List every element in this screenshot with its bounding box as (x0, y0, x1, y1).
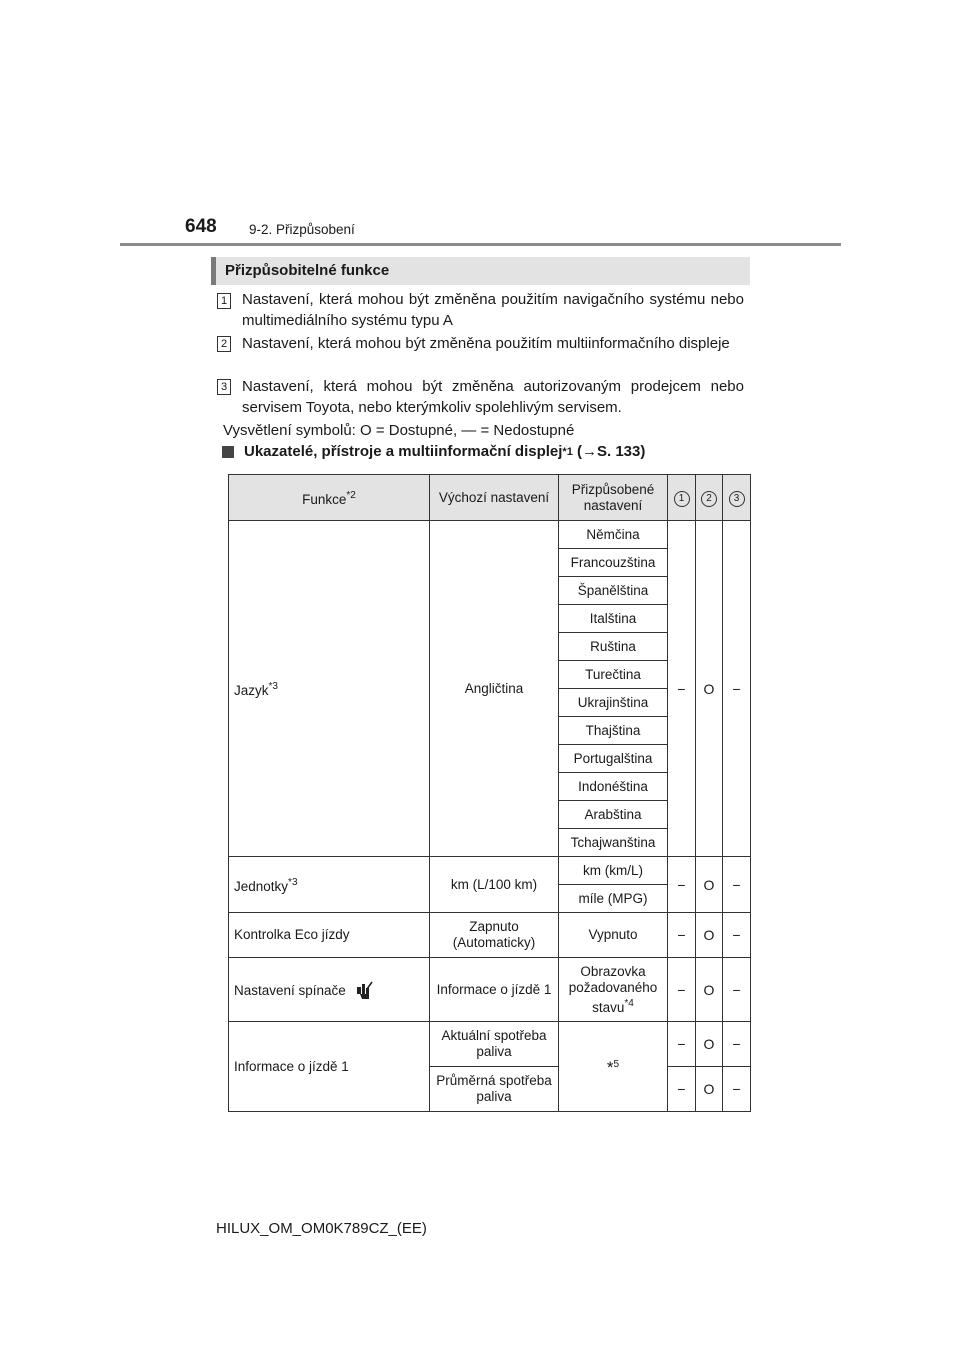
language-default: Angličtina (430, 521, 559, 857)
footer-document-code: HILUX_OM_OM0K789CZ_(EE) (216, 1220, 427, 1237)
eco-custom: Vypnuto (559, 913, 668, 958)
units-default: km (L/100 km) (430, 857, 559, 913)
trip-average-col-3: − (723, 1067, 751, 1112)
steering-switch-icon (356, 980, 374, 1000)
note-number-3: 3 (217, 379, 231, 395)
sub-heading-text: Ukazatelé, přístroje a multiinformační displej (244, 443, 563, 460)
trip-custom: *$^5$ (559, 1022, 668, 1112)
eco-col-1: − (668, 913, 696, 958)
section-title: Přizpůsobitelné funkce (225, 262, 390, 279)
eco-label: Kontrolka Eco jízdy (229, 913, 430, 958)
eco-col-3: − (723, 913, 751, 958)
language-option: Tchajwanština (559, 829, 668, 857)
header-divider (120, 243, 841, 246)
sub-heading-footnote: *1 (562, 445, 573, 458)
header-custom: Přizpůsobené nastavení (559, 475, 668, 521)
square-bullet-icon (222, 446, 234, 458)
switch-custom: Obrazovka požadovaného stavu$^{*4}$ (559, 958, 668, 1022)
breadcrumb: 9-2. Přizpůsobení (249, 222, 355, 237)
switch-col-3: − (723, 958, 751, 1022)
language-col-1: − (668, 521, 696, 857)
trip-current-col-1: − (668, 1022, 696, 1067)
settings-table (228, 474, 751, 1112)
eco-col-2: O (696, 913, 723, 958)
trip-current-col-3: − (723, 1022, 751, 1067)
units-col-1: − (668, 857, 696, 913)
trip-option: Průměrná spotřeba paliva (430, 1067, 559, 1112)
header-col-3: 3 (723, 475, 751, 521)
language-option: Portugalština (559, 745, 668, 773)
switch-col-1: − (668, 958, 696, 1022)
note-number-2: 2 (217, 336, 231, 352)
language-option: Indonéština (559, 773, 668, 801)
language-option: Thajština (559, 717, 668, 745)
language-option: Arabština (559, 801, 668, 829)
units-col-2: O (696, 857, 723, 913)
language-option: Němčina (559, 521, 668, 549)
symbol-legend: Vysvětlení symbolů: O = Dostupné, — = Nedostupné (223, 422, 575, 439)
sub-heading-page-ref: (→S. 133) (577, 443, 646, 460)
table-row (229, 1022, 751, 1067)
units-option: míle (MPG) (559, 885, 668, 913)
header-col-1: 1 (668, 475, 696, 521)
language-option: Ukrajinština (559, 689, 668, 717)
trip-average-col-2: O (696, 1067, 723, 1112)
trip-current-col-2: O (696, 1022, 723, 1067)
note-text-2: Nastavení, která mohou být změněna použitím multiinformačního displeje (242, 335, 730, 352)
table-row (229, 913, 751, 958)
note-text-1: Nastavení, která mohou být změněna použitím navigačního systému nebo multimediálního systému typu A (242, 291, 744, 329)
units-option: km (km/L) (559, 857, 668, 885)
eco-default: Zapnuto (Automaticky) (430, 913, 559, 958)
switch-default: Informace o jízdě 1 (430, 958, 559, 1022)
language-col-3: − (723, 521, 751, 857)
table-row (229, 521, 751, 549)
units-label: Jednotky$^{*3}$ (229, 857, 430, 913)
table-row (229, 857, 751, 885)
header-function: Funkce$^{*2}$ (229, 475, 430, 521)
note-text-3: Nastavení, která mohou být změněna autorizovaným prodejcem nebo servisem Toyota, nebo kterýmkoliv spolehlivým servisem. (242, 378, 744, 416)
switch-col-2: O (696, 958, 723, 1022)
language-label: Jazyk$^{*3}$ (229, 521, 430, 857)
units-col-3: − (723, 857, 751, 913)
trip-label: Informace o jízdě 1 (229, 1022, 430, 1112)
header-col-2: 2 (696, 475, 723, 521)
section-title-bar (211, 257, 750, 285)
language-option: Ruština (559, 633, 668, 661)
language-option: Turečtina (559, 661, 668, 689)
language-option: Francouzština (559, 549, 668, 577)
table-header-row (229, 475, 751, 521)
page-number: 648 (185, 216, 217, 237)
language-col-2: O (696, 521, 723, 857)
switch-label: Nastavení spínače (229, 958, 430, 1022)
trip-option: Aktuální spotřeba paliva (430, 1022, 559, 1067)
header-default: Výchozí nastavení (430, 475, 559, 521)
note-number-1: 1 (217, 293, 231, 309)
table-row (229, 958, 751, 1022)
trip-average-col-1: − (668, 1067, 696, 1112)
language-option: Španělština (559, 577, 668, 605)
language-option: Italština (559, 605, 668, 633)
sub-heading (222, 443, 645, 460)
